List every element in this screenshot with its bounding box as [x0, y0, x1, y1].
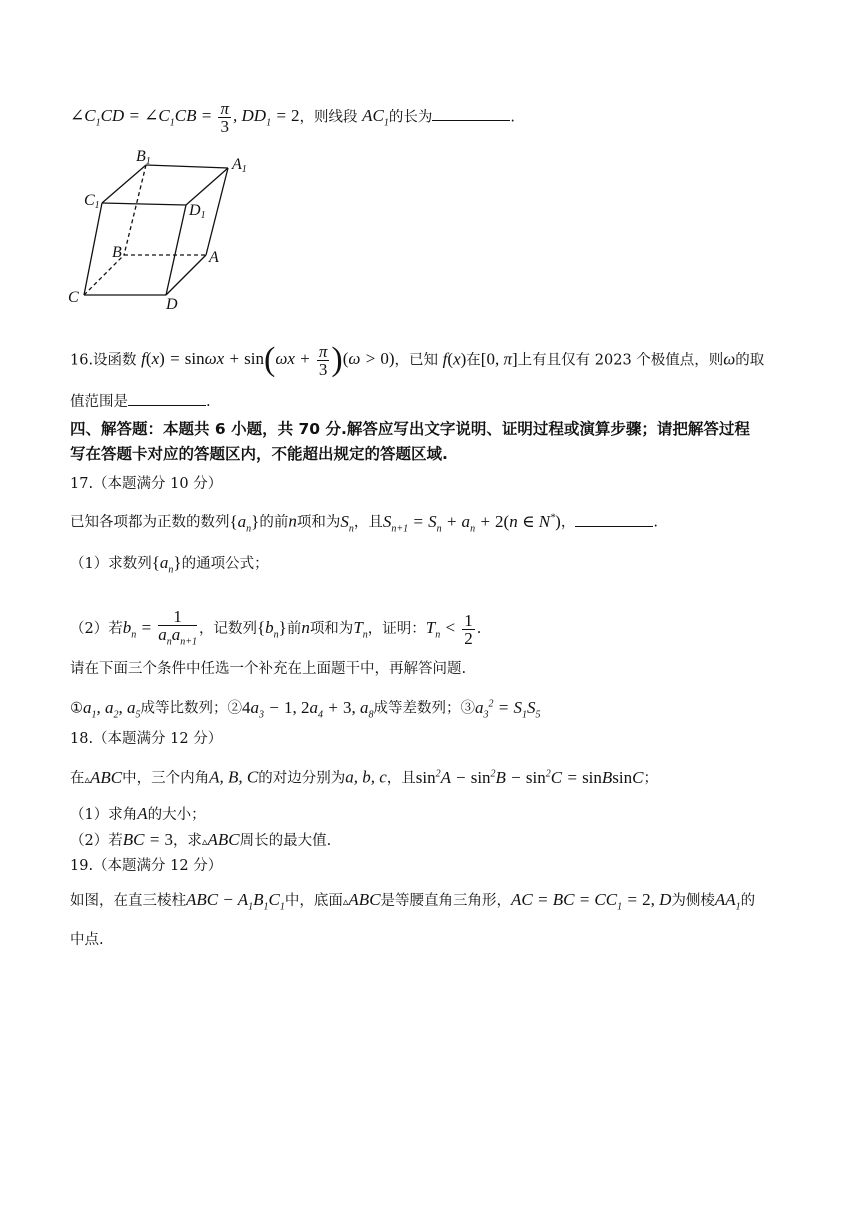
- q19-header: 19.（本题满分 12 分）: [70, 858, 223, 874]
- section4-line2: 写在答题卡对应的答题区内，不能超出规定的答题区域.: [70, 445, 448, 463]
- q18-part1-b: 的大小；: [147, 807, 206, 823]
- q19-base: ▵ABC: [342, 890, 381, 909]
- label-d1: D1: [189, 202, 206, 221]
- q17-stem-a: 已知各项都为正数的数列: [70, 514, 230, 531]
- q16-function: f(x) = sinωx + sin(ωx + $\frac{\pi}{3}$ )(ω > 0): [141, 341, 395, 379]
- q18-stem-b: 中，三个内角: [122, 770, 210, 787]
- label-a1: A1: [232, 156, 247, 175]
- q16-interval: [0, π]: [480, 349, 518, 369]
- q19-stem-b: 中，底面: [284, 893, 343, 909]
- q18-stem: [70, 764, 658, 790]
- q18-part2-b: ，求: [172, 833, 202, 849]
- q17-conditions: [70, 694, 540, 725]
- q15-target: $AC_1$: [362, 106, 389, 129]
- q17-header: 17.（本题满分 10 分）: [70, 476, 223, 492]
- q16-range-text: 上有且仅有 2023 个极值点，则: [517, 352, 724, 369]
- q17-stem-d: ，且: [353, 514, 383, 531]
- q17-part2-a: （2）若: [70, 621, 123, 638]
- q17-bn-formula: $b_n$ = $\frac{1}{a_na_{n+1}}$: [122, 607, 197, 648]
- q18-stem-c: 的对边分别为: [258, 770, 346, 787]
- q17-sn: $S_n$: [340, 511, 354, 535]
- q17-inequality: $T_n$ < $\frac{1}{2}$: [425, 610, 473, 648]
- q18-equation: $\sin^2A - \sin^2B - \sin^2C$ = sinBsinC: [415, 767, 644, 787]
- q18-angles: A, B, C: [209, 767, 259, 787]
- q17-stem-c: 项和为: [296, 514, 341, 531]
- q15-angle-formula: $\angle C_1CD$ = $\angle C_1CB$ = $\frac{\pi}{3}$ , $DD_1 = 2$: [70, 99, 300, 136]
- q17-stem-b: 的前: [259, 514, 289, 531]
- q15-suffix: 的长为: [388, 109, 433, 126]
- q17-tn: $T_n$: [353, 618, 368, 641]
- q19-stem-e: 的: [740, 893, 756, 909]
- q15-end: .: [510, 109, 515, 126]
- q15-answer-blank: [432, 106, 510, 121]
- q16-line: 16.设函数 f(x) = sinωx + sin(ωx + $\frac{\pi}{3}$ )(ω > 0)，已知 f(x)在[0, π]上有且仅有 2023 个极值点，则ω的取: [70, 341, 765, 379]
- q17-recurrence: $S_{n+1} = S_n + a_n + 2(n$ ∈ N*): [382, 511, 561, 535]
- q17-part1-a: （1）求数列: [70, 556, 152, 572]
- q17-n2: n: [301, 618, 310, 638]
- q16-end: .: [206, 394, 211, 410]
- q18-header: 18.（本题满分 12 分）: [70, 731, 223, 747]
- q19-stem-a: 如图，在直三棱柱: [70, 893, 186, 909]
- q17-part1-b: 的通项公式；: [181, 556, 269, 572]
- q17-part2-d: 项和为: [309, 621, 354, 638]
- q19-stem2: 中点.: [70, 932, 104, 948]
- cond2-text: 成等差数列；: [373, 700, 461, 717]
- q19-prism: ABC − $A_1B_1C_1$: [186, 890, 285, 913]
- q15-tail-line: [70, 100, 515, 135]
- q17-seq-b: $\{b_n\}$: [256, 618, 287, 641]
- q18-triangle2: ▵ABC: [201, 830, 240, 849]
- q18-angle-a: A: [137, 804, 148, 823]
- q16-middle: ，已知: [394, 352, 439, 369]
- q19-lengths: AC = BC = $CC_1 = 2$, D: [511, 890, 672, 913]
- label-b: B: [112, 244, 122, 261]
- q18-sides: a, b, c: [345, 767, 387, 787]
- q17-part2-b: ，记数列: [198, 621, 257, 638]
- label-d: D: [166, 296, 178, 313]
- q18-part1-a: （1）求角: [70, 807, 138, 823]
- q17-part2: （2）若$b_n$ = $\frac{1}{a_na_{n+1}}$ ，记数列$\{b_n\}$前n项和为$T_n$，证明：$T_n$ < $\frac{1}{2}$ .: [70, 607, 482, 648]
- q15-text: ，则线段: [299, 109, 358, 126]
- q17-choose: 请在下面三个条件中任选一个补充在上面题干中，再解答问题.: [70, 661, 467, 677]
- q17-part2-e: ，证明：: [367, 621, 426, 638]
- cond1-mark: ①: [70, 700, 83, 717]
- q17-seq-a: $\{a_n\}$: [229, 511, 260, 535]
- q17-answer-blank: [575, 512, 653, 527]
- q18-part2: [70, 830, 331, 852]
- q17-part1-seq: $\{a_n\}$: [151, 553, 182, 576]
- q16-prefix: 16.设函数: [70, 352, 137, 369]
- cond3-formula: $a_3^2 = S_1S_5$: [474, 697, 541, 721]
- cond1-text: 成等比数列；: [140, 700, 228, 717]
- q19-stem: [70, 890, 755, 917]
- q18-stem-e: ；: [643, 770, 658, 787]
- q16-line2: [70, 391, 211, 412]
- q16-answer-blank: [128, 391, 206, 406]
- cond1-formula: $a_1$, $a_2$, $a_5$: [83, 697, 141, 721]
- q18-bc: BC = 3: [122, 830, 173, 849]
- label-a: A: [209, 249, 219, 266]
- q17-stem-e: ，: [560, 514, 576, 531]
- parallelepiped-figure: [66, 145, 256, 315]
- cond2-formula: $4a_3 - 1$, $2a_4 + 3$, $a_8$: [242, 697, 374, 721]
- q16-omega: ω: [723, 349, 736, 369]
- q17-stem-f: .: [653, 514, 658, 531]
- cond2-mark: ②: [227, 700, 242, 717]
- q19-edge: $AA_1$: [714, 890, 741, 913]
- q17-part2-c: 前: [286, 621, 302, 638]
- label-c: C: [68, 289, 79, 306]
- q16-suffix: 的取: [735, 352, 765, 369]
- q19-stem-d: 为侧棱: [671, 893, 715, 909]
- q18-part1: [70, 804, 206, 825]
- q16-fx: f(x): [442, 349, 467, 369]
- section4-line1: 四、解答题：本题共 6 小题，共 70 分.解答应写出文字说明、证明过程或演算步骤；请把解答过程: [70, 420, 750, 438]
- q18-part2-c: 周长的最大值.: [239, 833, 332, 849]
- label-b1: B1: [136, 148, 151, 167]
- cond3-mark: ③: [460, 700, 475, 717]
- q17-n: n: [288, 511, 297, 531]
- q17-stem: [70, 508, 658, 539]
- q19-stem-c: 是等腰直角三角形，: [380, 893, 512, 909]
- q16-cont: 值范围是: [70, 394, 128, 410]
- q18-triangle: ▵ABC: [84, 767, 123, 787]
- q18-part2-a: （2）若: [70, 833, 123, 849]
- label-c1: C1: [84, 192, 100, 211]
- q17-part1: [70, 553, 269, 580]
- q18-stem-d: ，且: [386, 770, 416, 787]
- q18-stem-a: 在: [70, 770, 85, 787]
